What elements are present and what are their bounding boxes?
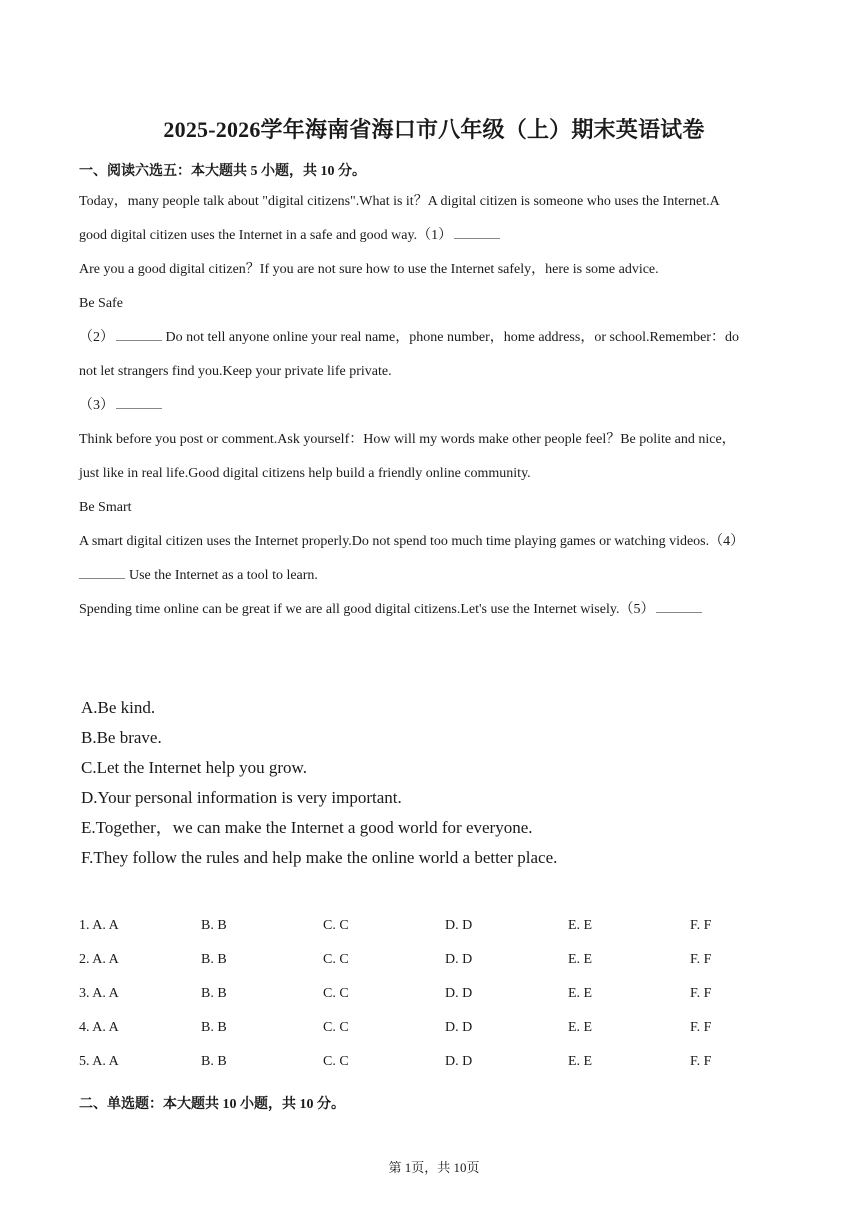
- choice-item: C.Let the Internet help you grow.: [81, 758, 307, 777]
- answer-row: [79, 1020, 799, 1054]
- passage-line: [79, 321, 799, 355]
- answer-option[interactable]: C. C: [323, 1054, 349, 1069]
- answer-option[interactable]: 5. A. A: [79, 1054, 119, 1069]
- passage-line: A smart digital citizen uses the Internet properly.Do not spend too much time playing games or watching videos.（4）: [79, 534, 745, 549]
- answer-option[interactable]: C. C: [323, 986, 349, 1001]
- passage-line: Think before you post or comment.Ask yourself：How will my words make other people feel？Be polite and nice，: [79, 432, 736, 447]
- answer-option[interactable]: D. D: [445, 952, 473, 967]
- passage-line: not let strangers find you.Keep your private life private.: [79, 364, 392, 379]
- answer-row: [79, 1054, 799, 1088]
- answer-option[interactable]: D. D: [445, 1020, 473, 1035]
- answer-option[interactable]: C. C: [323, 952, 349, 967]
- choice-item: E.Together，we can make the Internet a good world for everyone.: [81, 818, 533, 837]
- answer-option[interactable]: 3. A. A: [79, 986, 119, 1001]
- answer-option[interactable]: B. B: [201, 952, 227, 967]
- answer-option[interactable]: B. B: [201, 918, 227, 933]
- answer-option[interactable]: F. F: [690, 986, 712, 1001]
- answer-option[interactable]: 4. A. A: [79, 1020, 119, 1035]
- reading-passage: [79, 185, 799, 627]
- answer-option[interactable]: F. F: [690, 918, 712, 933]
- passage-line: just like in real life.Good digital citizens help build a friendly online community.: [79, 466, 531, 481]
- passage-line: [79, 389, 799, 423]
- choice-list: [81, 693, 557, 873]
- section-header-reading: 一、阅读六选五：本大题共 5 小题，共 10 分。: [79, 164, 366, 179]
- passage-line: [79, 219, 799, 253]
- passage-line-text: Spending time online can be great if we are all good digital citizens.Let's use the Internet wisely.（5）: [79, 602, 655, 617]
- passage-line: [79, 559, 799, 593]
- answer-option[interactable]: D. D: [445, 1054, 473, 1069]
- answer-option[interactable]: B. B: [201, 1054, 227, 1069]
- answer-option[interactable]: C. C: [323, 1020, 349, 1035]
- answer-option[interactable]: C. C: [323, 918, 349, 933]
- page-footer: 第 1页，共 10页: [388, 1160, 480, 1175]
- answer-row: [79, 918, 799, 952]
- answer-option[interactable]: E. E: [568, 986, 593, 1001]
- answer-option[interactable]: E. E: [568, 1020, 593, 1035]
- answer-blank[interactable]: [116, 396, 162, 409]
- answer-option[interactable]: E. E: [568, 1054, 593, 1069]
- choice-item: A.Be kind.: [81, 698, 156, 717]
- subheading-be-safe: Be Safe: [79, 296, 123, 311]
- answer-blank[interactable]: [656, 600, 702, 613]
- page-title: 2025-2026学年海南省海口市八年级（上）期末英语试卷: [163, 117, 705, 142]
- answer-option[interactable]: F. F: [690, 1054, 712, 1069]
- passage-line-text: （3）: [79, 398, 114, 413]
- answer-option[interactable]: F. F: [690, 952, 712, 967]
- answer-options-grid: [79, 918, 799, 1088]
- passage-line-text: good digital citizen uses the Internet in a safe and good way.（1）: [79, 228, 453, 243]
- answer-option[interactable]: B. B: [201, 986, 227, 1001]
- choice-item: B.Be brave.: [81, 728, 162, 747]
- answer-option[interactable]: D. D: [445, 986, 473, 1001]
- answer-row: [79, 952, 799, 986]
- section-header-single-choice: 二、单选题：本大题共 10 小题，共 10 分。: [79, 1097, 345, 1112]
- answer-row: [79, 986, 799, 1020]
- answer-blank[interactable]: [79, 566, 125, 579]
- passage-line-text: Use the Internet as a tool to learn.: [129, 568, 318, 583]
- answer-option[interactable]: 2. A. A: [79, 952, 119, 967]
- subheading-be-smart: Be Smart: [79, 500, 132, 515]
- passage-line: [79, 593, 799, 627]
- choice-item: D.Your personal information is very important.: [81, 788, 402, 807]
- passage-line: Are you a good digital citizen？If you are not sure how to use the Internet safely，here is some advice.: [79, 262, 659, 277]
- passage-line: Today，many people talk about "digital citizens".What is it？A digital citizen is someone who uses the Internet.A: [79, 194, 720, 209]
- answer-option[interactable]: 1. A. A: [79, 918, 119, 933]
- answer-option[interactable]: F. F: [690, 1020, 712, 1035]
- choice-item: F.They follow the rules and help make the online world a better place.: [81, 848, 558, 867]
- passage-line-text: （2）: [79, 330, 114, 345]
- answer-option[interactable]: D. D: [445, 918, 473, 933]
- passage-line-text: Do not tell anyone online your real name，phone number，home address，or school.Remember：do: [165, 330, 739, 345]
- answer-option[interactable]: B. B: [201, 1020, 227, 1035]
- answer-option[interactable]: E. E: [568, 952, 593, 967]
- answer-blank[interactable]: [116, 328, 162, 341]
- answer-option[interactable]: E. E: [568, 918, 593, 933]
- answer-blank[interactable]: [454, 226, 500, 239]
